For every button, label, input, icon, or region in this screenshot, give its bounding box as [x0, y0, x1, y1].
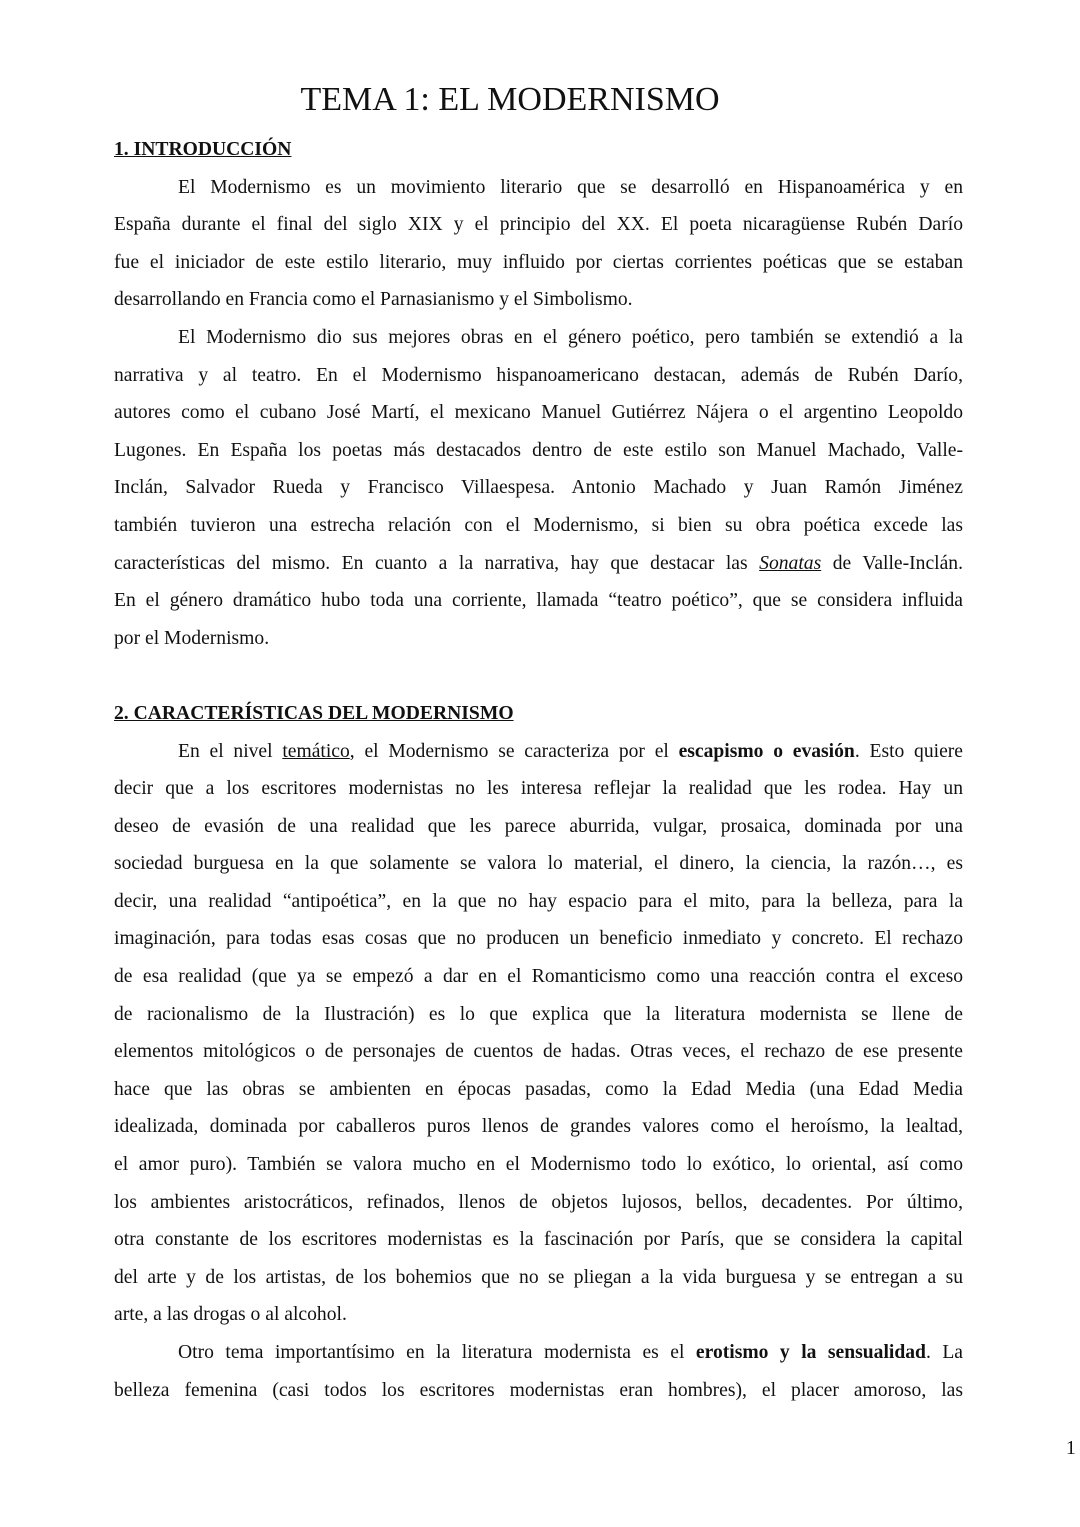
text-segment: del arte y de los artistas, de los bohemios que no se pliegan a la vida burguesa y se entregan a su	[114, 1266, 963, 1288]
text-segment: decir, una realidad “antipoética”, en la que no hay espacio para el mito, para la belleza, para la	[114, 890, 963, 912]
text-line	[114, 545, 963, 583]
text-line	[114, 808, 963, 846]
text-line	[114, 432, 963, 470]
text-segment: autores como el cubano José Martí, el mexicano Manuel Gutiérrez Nájera o el argentino Leopoldo	[114, 402, 963, 424]
text-segment: el amor puro). También se valora mucho en el Modernismo todo lo exótico, lo oriental, así como	[114, 1154, 963, 1176]
text-line	[114, 1372, 963, 1410]
blank-line	[114, 657, 963, 695]
text-segment: En el género dramático hubo toda una corriente, llamada “teatro poético”, que se considera influida	[114, 590, 963, 612]
text-segment: deseo de evasión de una realidad que les parece aburrida, vulgar, prosaica, dominada por una	[114, 815, 963, 837]
text-line	[114, 1146, 963, 1184]
text-line	[114, 507, 963, 545]
text-line	[114, 958, 963, 996]
text-line	[114, 920, 963, 958]
text-line	[114, 1221, 963, 1259]
page-number: 1	[1066, 1438, 1076, 1459]
text-segment: de Valle-Inclán.	[821, 552, 964, 574]
text-segment: España durante el final del siglo XIX y el principio del XX. El poeta nicaragüense Rubén Darío	[114, 214, 963, 236]
text-line	[114, 244, 963, 282]
paragraph	[114, 319, 963, 657]
bold-text: erotismo y la sensualidad	[695, 1342, 926, 1363]
text-line	[114, 281, 963, 319]
text-line	[114, 883, 963, 921]
text-line	[114, 394, 963, 432]
paragraph	[114, 1334, 963, 1409]
text-segment: , el Modernismo se caracteriza por el	[349, 740, 679, 762]
text-line	[114, 319, 963, 357]
text-line	[114, 733, 963, 771]
italic-title: Sonatas	[759, 552, 822, 574]
text-segment: de racionalismo de la Ilustración) es lo que explica que la literatura modernista se llene de	[114, 1003, 963, 1025]
text-line	[114, 1033, 963, 1071]
text-segment: fue el iniciador de este estilo literario, muy influido por ciertas corrientes poéticas que se estaban	[114, 251, 963, 273]
text-line	[114, 620, 963, 658]
text-segment: de esa realidad (que ya se empezó a dar en el Romanticismo como una reacción contra el exceso	[114, 966, 963, 988]
section-heading: 1. INTRODUCCIÓN	[114, 139, 292, 160]
text-segment: por el Modernismo.	[114, 627, 270, 649]
underlined-text: temático	[282, 740, 350, 762]
bold-text: escapismo o evasión	[678, 740, 855, 762]
text-segment: El Modernismo dio sus mejores obras en el género poético, pero también se extendió a la	[178, 326, 963, 348]
text-line	[114, 1259, 963, 1297]
text-segment: sociedad burguesa en la que solamente se valora lo material, el dinero, la ciencia, la razón…, es	[114, 853, 963, 875]
section-heading: 2. CARACTERÍSTICAS DEL MODERNISMO	[114, 702, 514, 724]
text-segment: Lugones. En España los poetas más destacados dentro de este estilo son Manuel Machado, Valle-	[114, 439, 963, 461]
text-segment: El Modernismo es un movimiento literario que se desarrolló en Hispanoamérica y en	[178, 176, 963, 198]
text-line	[114, 845, 963, 883]
text-segment: En el nivel	[178, 740, 283, 762]
text-segment: decir que a los escritores modernistas no les interesa reflejar la realidad que les rodea. Hay un	[114, 778, 963, 800]
text-segment: belleza femenina (casi todos los escritores modernistas eran hombres), el placer amoroso, las	[114, 1379, 963, 1401]
text-line	[114, 996, 963, 1034]
text-segment: otra constante de los escritores modernistas es la fascinación por París, que se considera la capital	[114, 1229, 963, 1251]
text-segment: Otro tema importantísimo en la literatura modernista es el	[178, 1342, 696, 1363]
document-body	[114, 131, 963, 1409]
text-segment: idealizada, dominada por caballeros puros llenos de grandes valores como el heroísmo, la lealtad,	[114, 1116, 963, 1138]
text-line	[114, 357, 963, 395]
text-segment: imaginación, para todas esas cosas que no producen un beneficio inmediato y concreto. El rechazo	[114, 928, 963, 950]
text-segment: también tuvieron una estrecha relación con el Modernismo, si bien su obra poética excede las	[114, 514, 963, 536]
text-segment: elementos mitológicos o de personajes de cuentos de hadas. Otras veces, el rechazo de ese presente	[114, 1041, 963, 1063]
text-segment: hace que las obras se ambienten en épocas pasadas, como la Edad Media (una Edad Media	[114, 1078, 963, 1100]
text-line	[114, 469, 963, 507]
text-line	[114, 1108, 963, 1146]
text-segment: características del mismo. En cuanto a la narrativa, hay que destacar las	[114, 552, 760, 574]
paragraph	[114, 733, 963, 1335]
text-line	[114, 169, 963, 207]
text-segment: . La	[925, 1342, 963, 1363]
text-line	[114, 582, 963, 620]
text-line	[114, 1071, 963, 1109]
text-segment: desarrollando en Francia como el Parnasianismo y el Simbolismo.	[114, 289, 633, 311]
text-segment: narrativa y al teatro. En el Modernismo hispanoamericano destacan, además de Rubén Darío,	[114, 364, 963, 386]
text-line	[114, 1334, 963, 1372]
text-segment: Inclán, Salvador Rueda y Francisco Villaespesa. Antonio Machado y Juan Ramón Jiménez	[114, 477, 963, 499]
text-line	[114, 770, 963, 808]
text-segment: . Esto quiere	[854, 740, 964, 762]
text-line	[114, 206, 963, 244]
text-line	[114, 1296, 963, 1334]
paragraph	[114, 169, 963, 319]
text-segment: los ambientes aristocráticos, refinados, llenos de objetos lujosos, bellos, decadentes. Por último,	[114, 1191, 963, 1213]
document-title: TEMA 1: EL MODERNISMO	[300, 81, 720, 118]
text-line	[114, 1184, 963, 1222]
text-segment: arte, a las drogas o al alcohol.	[114, 1304, 347, 1326]
